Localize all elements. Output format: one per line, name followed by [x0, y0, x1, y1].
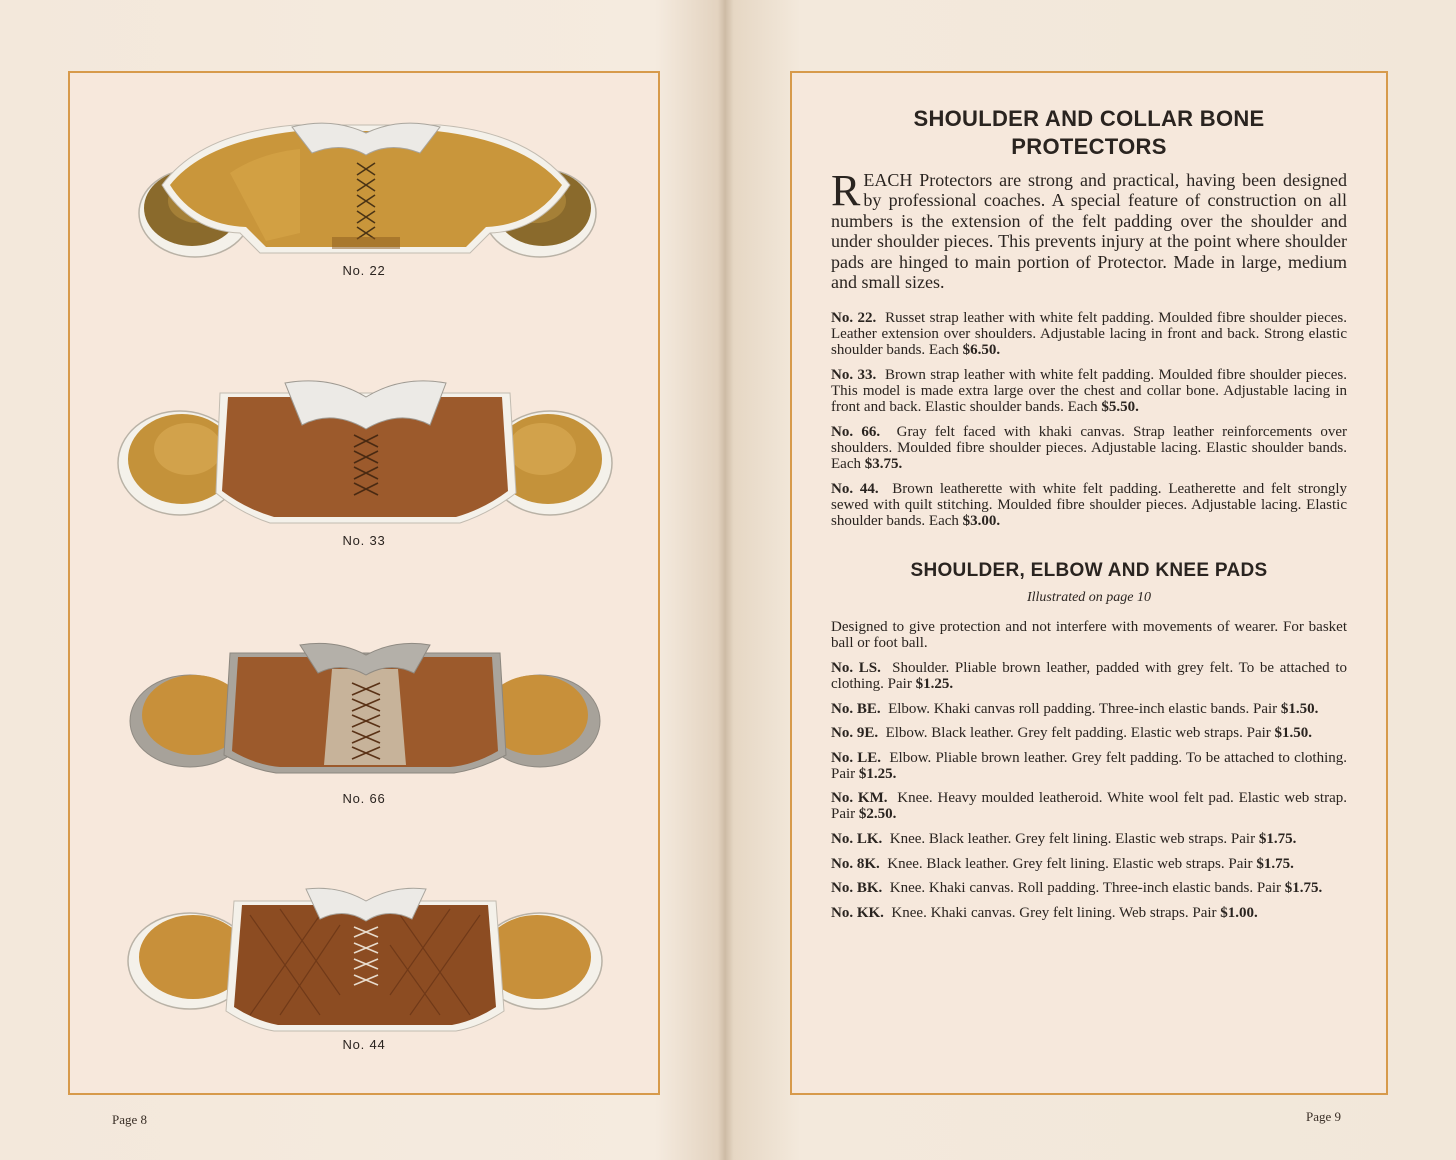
item-price: $1.75. — [1256, 855, 1294, 872]
item-description: Elbow. Pliable brown leather. Grey felt padding. To be attached to clothing. Pair — [831, 749, 1347, 782]
item-number: No. BK. — [831, 880, 883, 897]
item-description: Elbow. Khaki canvas roll padding. Three-inch elastic bands. Pair — [888, 700, 1278, 717]
item-description: Shoulder. Pliable brown leather, padded with grey felt. To be attached to clothing. Pair — [831, 660, 1347, 693]
item-number: No. LS. — [831, 660, 881, 677]
section2-intro: Designed to give protection and not interfere with movements of wearer. For basket ball or foot ball. — [831, 619, 1347, 652]
item-price: $1.50. — [1280, 700, 1319, 717]
item-description: Russet strap leather with white felt padding. Moulded fibre shoulder pieces. Leather extension over shoulders. Adjustable lacing in front and back. Strong elastic shoulder bands. Each — [831, 310, 1347, 359]
item-number: No. 8K. — [831, 855, 880, 872]
protector-no-66-illustration — [70, 639, 658, 789]
plate-label: No. 66 — [342, 791, 386, 806]
item-price: $3.00. — [962, 513, 1001, 530]
item-description: Knee. Black leather. Grey felt lining. Elastic web straps. Pair — [887, 855, 1253, 872]
item-description: Elbow. Black leather. Grey felt padding. Elastic web straps. Pair — [885, 725, 1271, 742]
protector-list — [831, 310, 1347, 529]
page-number-left: Page 8 — [112, 1112, 148, 1127]
item-price: $1.50. — [1274, 725, 1313, 742]
list-item — [831, 790, 1347, 822]
list-item — [831, 750, 1347, 782]
pads-list — [831, 619, 1347, 920]
protector-no-44-illustration — [70, 885, 658, 1035]
item-price: $6.50. — [962, 342, 1001, 359]
item-price: $1.00. — [1220, 904, 1258, 921]
item-price: $1.75. — [1284, 880, 1323, 897]
protector-no-22-illustration — [70, 113, 658, 273]
item-description: Knee. Khaki canvas. Grey felt lining. Web straps. Pair — [891, 904, 1217, 921]
list-item — [831, 725, 1347, 741]
list-item — [831, 660, 1347, 692]
item-number: No. 22. — [831, 310, 877, 327]
plate-label: No. 22 — [342, 263, 386, 278]
protector-plate-no-33 — [70, 373, 658, 563]
item-description: Knee. Heavy moulded leatheroid. White wool felt pad. Elastic web strap. Pair — [831, 790, 1348, 823]
plate-label: No. 33 — [342, 533, 386, 548]
intro-text: EACH Protectors are strong and practical, having been designed by professional coaches. A special feature of construction on all numbers is the extension of the felt padding over the shoulder and under shoulder pieces. This prevents injury at the point where shoulder pads are hinged to main portion of Protector. Made in large, medium and small sizes. — [831, 170, 1347, 293]
list-item — [831, 905, 1347, 921]
list-item — [831, 310, 1347, 358]
item-number: No. 66. — [831, 424, 881, 441]
item-number: No. 44. — [831, 481, 879, 498]
intro-paragraph — [831, 166, 1347, 293]
item-description: Brown strap leather with white felt padding. Moulded fibre shoulder pieces. This model is made extra large over the chest and collar bone. Adjustable lacing in front and back. Elastic shoulder bands. Each — [831, 367, 1347, 416]
section-title — [831, 105, 1347, 161]
item-number: No. LE. — [831, 749, 882, 766]
protector-plate-no-66 — [70, 639, 658, 819]
item-number: No. KM. — [831, 790, 888, 807]
item-price: $1.25. — [915, 676, 954, 693]
item-price: $5.50. — [1101, 399, 1139, 416]
list-item — [831, 856, 1347, 872]
list-item — [831, 481, 1347, 529]
catalog-text-column — [831, 105, 1347, 921]
list-item — [831, 831, 1347, 847]
section2-subtitle: Illustrated on page 10 — [1026, 590, 1152, 606]
item-description: Brown leatherette with white felt padding. Leatherette and felt strongly sewed with quilt stitching. Moulded fibre shoulder pieces. Adjustable lacing. Elastic shoulder bands. Each — [831, 481, 1347, 530]
item-number: No. 9E. — [831, 725, 879, 742]
item-number: No. 33. — [831, 367, 877, 384]
item-description: Gray felt faced with khaki canvas. Strap leather reinforcements over shoulders. Moulded fibre shoulder pieces. Adjustable lacing. Elastic shoulder bands. Each — [831, 424, 1347, 473]
protector-plate-no-44 — [70, 885, 658, 1065]
right-page-text-frame — [790, 71, 1388, 1095]
item-price: $3.75. — [864, 456, 903, 473]
protector-no-33-illustration — [70, 373, 658, 533]
left-page-illustration-frame — [68, 71, 660, 1095]
section-title-line1: SHOULDER AND COLLAR BONE — [913, 106, 1265, 131]
item-description: Knee. Khaki canvas. Roll padding. Three-inch elastic bands. Pair — [889, 880, 1282, 897]
page-number-right: Page 9 — [1306, 1109, 1342, 1124]
item-description: Knee. Black leather. Grey felt lining. Elastic web straps. Pair — [889, 831, 1256, 847]
item-number: No. KK. — [831, 904, 884, 921]
item-number: No. BE. — [831, 700, 881, 717]
item-number: No. LK. — [831, 831, 883, 847]
section-title-line2: PROTECTORS — [1011, 134, 1167, 159]
protector-plate-no-22 — [70, 113, 658, 293]
item-price: $2.50. — [858, 806, 897, 823]
list-item — [831, 424, 1347, 472]
drop-cap: R — [831, 166, 861, 215]
list-item — [831, 880, 1347, 896]
section2-title: SHOULDER, ELBOW AND KNEE PADS — [910, 560, 1268, 582]
list-item — [831, 367, 1347, 415]
list-item — [831, 701, 1347, 717]
plate-label: No. 44 — [342, 1037, 386, 1052]
item-price: $1.25. — [858, 765, 897, 782]
item-price: $1.75. — [1258, 831, 1297, 847]
